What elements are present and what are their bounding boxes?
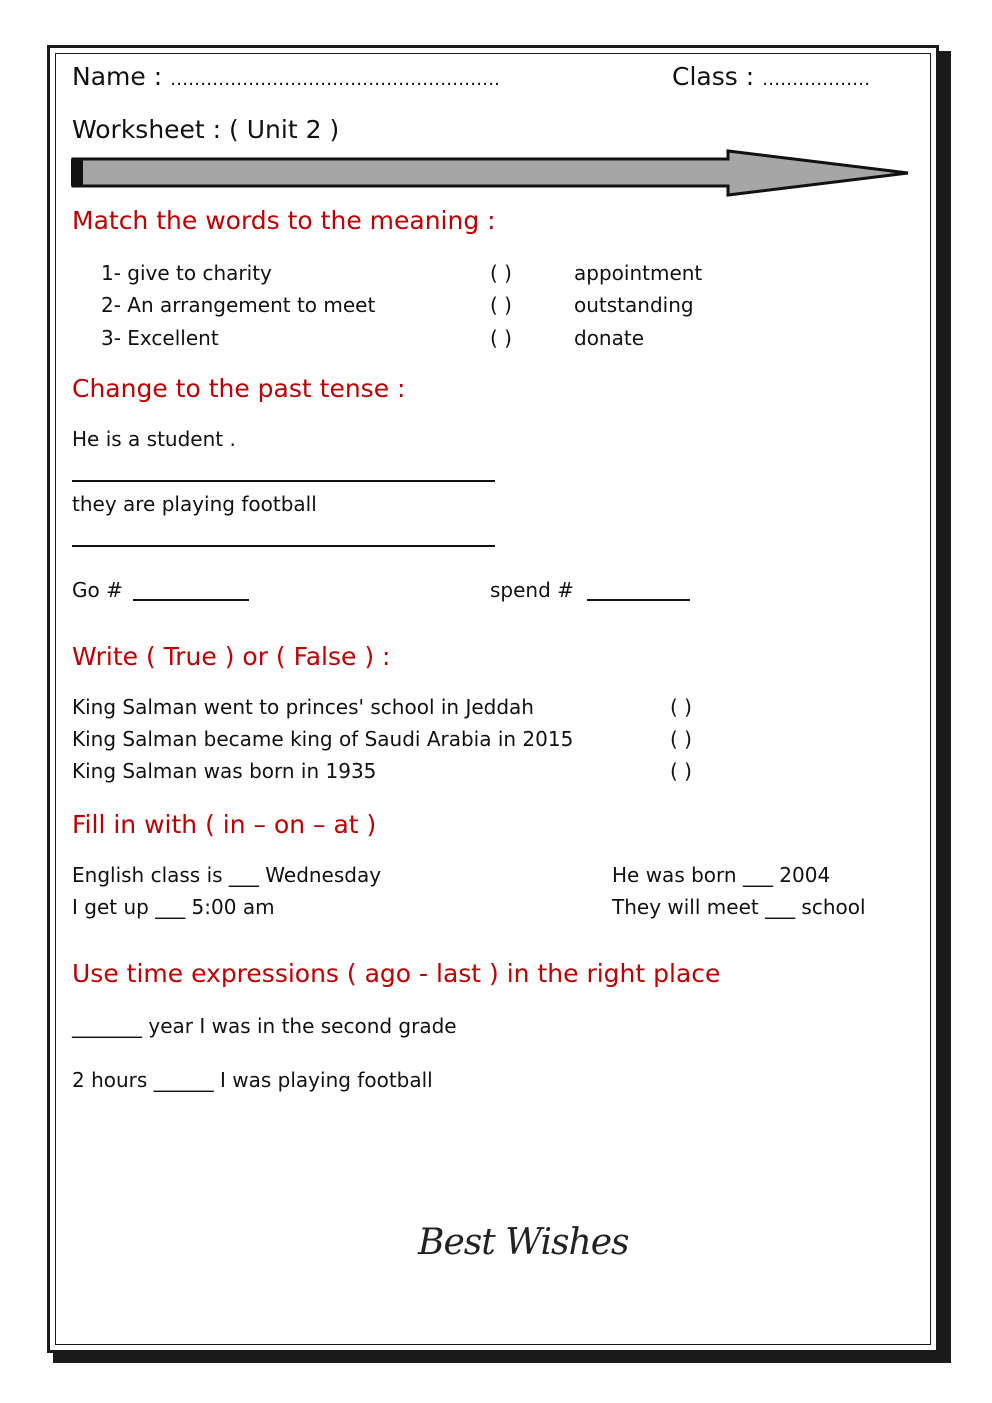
match-right-2: outstanding bbox=[574, 293, 694, 317]
past-sentence-2: they are playing football bbox=[72, 492, 317, 516]
match-paren-1[interactable]: ( ) bbox=[490, 261, 512, 285]
fillin-text: Wednesday bbox=[258, 863, 382, 887]
fillin-text: They will meet bbox=[612, 895, 766, 919]
time-sentence-2 bbox=[72, 1068, 433, 1092]
fillin-text: I get up bbox=[72, 895, 156, 919]
match-paren-3[interactable]: ( ) bbox=[490, 326, 512, 350]
fillin-sentence-1 bbox=[72, 863, 381, 887]
truefalse-heading: Write ( True ) or ( False ) : bbox=[72, 642, 391, 671]
past-sentence-1: He is a student . bbox=[72, 427, 236, 451]
time-heading: Use time expressions ( ago - last ) in the right place bbox=[72, 959, 721, 988]
fillin-blank[interactable]: ___ bbox=[765, 895, 796, 919]
match-heading: Match the words to the meaning : bbox=[72, 206, 496, 235]
time-text: 2 hours bbox=[72, 1068, 154, 1092]
match-left-2: 2- An arrangement to meet bbox=[101, 293, 376, 317]
truefalse-statement-3: King Salman was born in 1935 bbox=[72, 759, 377, 783]
match-left-1: 1- give to charity bbox=[101, 261, 272, 285]
truefalse-statement-2: King Salman became king of Saudi Arabia in 2015 bbox=[72, 727, 574, 751]
past-answer-line-1[interactable] bbox=[72, 480, 495, 482]
time-sentence-1 bbox=[72, 1014, 457, 1038]
truefalse-statement-1: King Salman went to princes' school in Jeddah bbox=[72, 695, 534, 719]
fillin-blank[interactable]: ___ bbox=[155, 895, 186, 919]
match-paren-2[interactable]: ( ) bbox=[490, 293, 512, 317]
truefalse-paren-2[interactable]: ( ) bbox=[670, 727, 692, 751]
fillin-blank[interactable]: ___ bbox=[228, 863, 259, 887]
fillin-text: school bbox=[795, 895, 866, 919]
truefalse-paren-3[interactable]: ( ) bbox=[670, 759, 692, 783]
class-field bbox=[672, 62, 870, 91]
past-answer-line-2[interactable] bbox=[72, 545, 495, 547]
fillin-sentence-2 bbox=[72, 895, 275, 919]
time-text: year I was in the second grade bbox=[142, 1014, 457, 1038]
past-heading: Change to the past tense : bbox=[72, 374, 406, 403]
match-right-1: appointment bbox=[574, 261, 703, 285]
time-blank[interactable]: _______ bbox=[72, 1014, 142, 1038]
fillin-sentence-4 bbox=[612, 895, 866, 919]
past-go-label: Go # bbox=[72, 578, 123, 602]
name-dots: ………………………………………………. bbox=[170, 69, 500, 90]
best-wishes-signature: Best Wishes bbox=[418, 1222, 629, 1263]
name-field bbox=[72, 62, 500, 91]
fillin-text: English class is bbox=[72, 863, 229, 887]
name-label: Name : bbox=[72, 62, 171, 91]
fillin-sentence-3 bbox=[612, 863, 830, 887]
past-go-answer-line[interactable] bbox=[133, 599, 249, 601]
fillin-text: 2004 bbox=[772, 863, 831, 887]
match-right-3: donate bbox=[574, 326, 645, 350]
past-spend-answer-line[interactable] bbox=[587, 599, 690, 601]
class-dots: ……………… bbox=[762, 69, 871, 90]
fillin-blank[interactable]: ___ bbox=[742, 863, 773, 887]
arrow-divider bbox=[68, 146, 916, 202]
worksheet-title: Worksheet : ( Unit 2 ) bbox=[72, 115, 340, 144]
truefalse-paren-1[interactable]: ( ) bbox=[670, 695, 692, 719]
fillin-text: 5:00 am bbox=[185, 895, 275, 919]
match-left-3: 3- Excellent bbox=[101, 326, 219, 350]
fillin-text: He was born bbox=[612, 863, 743, 887]
arrow-icon bbox=[73, 151, 908, 195]
fillin-heading: Fill in with ( in – on – at ) bbox=[72, 810, 377, 839]
time-blank[interactable]: ______ bbox=[153, 1068, 214, 1092]
past-spend-label: spend # bbox=[490, 578, 574, 602]
arrow-shaft-edge bbox=[71, 159, 83, 186]
time-text: I was playing football bbox=[213, 1068, 433, 1092]
class-label: Class : bbox=[672, 62, 763, 91]
